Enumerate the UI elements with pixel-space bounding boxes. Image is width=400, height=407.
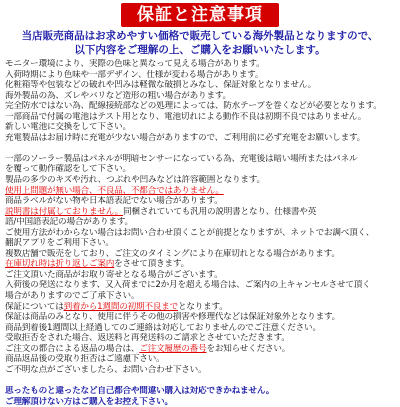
- notice-line: [5, 228, 395, 239]
- emphasis-text: 在庫切れ時は折り返しご案内: [5, 259, 114, 269]
- notice-line: [5, 259, 395, 270]
- notice-line: [5, 344, 395, 355]
- page-title: 保証と注意事項: [121, 3, 279, 27]
- notice-line: [5, 196, 395, 207]
- notice-text: 受取拒否をされた場合、返送料と再発送料のご請求とさせていただきます。: [5, 333, 290, 343]
- notice-text: 商品ラベルがない物や日本語表記でない場合があります。: [5, 196, 223, 206]
- notice-line: [5, 91, 395, 102]
- notice-line: [5, 112, 395, 123]
- notice-text: 語/中国語表記の場合があります。: [5, 217, 133, 227]
- notice-text: 複数店舗で販売をしており、ご注文のタイミングにより在庫切れとなる場合があります。: [5, 249, 340, 259]
- notice-line: [5, 59, 395, 70]
- notice-text: となります。: [178, 302, 228, 312]
- notice-text: をさせて頂きます。: [114, 259, 189, 269]
- notice-text: 新しい電池に交換をして下さい。: [5, 122, 131, 132]
- notice-line: [5, 249, 395, 260]
- notice-line: [5, 291, 395, 302]
- notice-text: 場合がありますのでご了承下さい。: [5, 291, 139, 301]
- notice-text: 入荷後の発送になります、又入荷までに2か月を超える場合は、ご案内の上キャンセルさせて頂く: [5, 280, 371, 290]
- notice-line: [5, 365, 395, 376]
- notice-line: [5, 333, 395, 344]
- notice-line: [5, 238, 395, 249]
- intro-line: 以下内容をご理解の上、ご購入をお願いいたします。: [5, 43, 395, 57]
- notice-line: [5, 312, 395, 323]
- notice-line: [5, 354, 395, 365]
- notice-text: ご注文頂いた商品がお取り寄せとなる場合がございます。: [5, 270, 223, 280]
- notice-line: [5, 375, 395, 386]
- intro-line: 当店販売商品はお求めやすい価格で販売している海外製品となりますので、: [5, 29, 395, 43]
- notice-text: ご使用方法がわからない場合はお問い合わせ頂くことが前提となりますが、ネットでお調べ頂く、: [5, 228, 374, 238]
- notice-line: [5, 386, 395, 397]
- notice-text: 海外製品の為、ズレやバリなど造形の粗い場合があります。: [5, 91, 231, 101]
- notice-line: [5, 302, 395, 313]
- notice-line: [5, 122, 395, 133]
- notice-text: モニター環境により、実際の色味と異なって見える場合があります。: [5, 59, 265, 69]
- notice-line: [5, 133, 395, 144]
- notice-text: ご注文の都合による返品の場合は、: [5, 344, 139, 354]
- emphasis-text: 思ったものと違ったなど自己都合や間違い購入は対応できかねません。: [5, 386, 274, 396]
- notice-text: 同梱されていても汎用の説明書となり、仕様書や英: [123, 207, 316, 217]
- notice-text: 保証については: [5, 302, 64, 312]
- notice-line: [5, 101, 395, 112]
- notice-line: [5, 207, 395, 218]
- emphasis-text: 到着から1週間の初期不良まで: [64, 302, 178, 312]
- notice-line: [5, 154, 395, 165]
- notice-line: [5, 186, 395, 197]
- notice-body: [5, 59, 395, 407]
- notice-text: 一部商品で付属の電池はテスト用となり、電池切れによる動作不良は初期不良ではありません。: [5, 112, 366, 122]
- notice-text: 商品到着後1週間以上経過してのご連絡は対応しておりませんのでご注意ください。: [5, 323, 321, 333]
- notice-text: 完全防水ではない為、配線接続部などの処理によっては、防水テープを巻くなどが必要となります。: [5, 101, 382, 111]
- emphasis-text: ご注文履歴の番号: [139, 344, 206, 354]
- notice-text: 充電製品はお届け時に充電が少ない場合がありますので、ご利用前に必ず充電をお願いします。: [5, 133, 365, 143]
- notice-line: [5, 270, 395, 281]
- notice-line: [5, 280, 395, 291]
- title-bar: [5, 0, 395, 27]
- notice-text: 一部のソーラー製品はパネルが明暗センサーになっている為、充電後は暗い場所またはパネル: [5, 154, 357, 164]
- intro-text: [5, 29, 395, 57]
- notice-line: [5, 143, 395, 154]
- notice-text: 入荷時期により色味や一部デザイン、仕様が変わる場合があります。: [5, 70, 263, 80]
- notice-text: ご不明な点がございましたら、お問い合わせ下さい。: [5, 365, 206, 375]
- notice-line: [5, 175, 395, 186]
- notice-line: [5, 80, 395, 91]
- notice-text: 保証は商品のみとなり、使用に伴うその他の損害や修理代などは保証対象外となります。: [5, 312, 340, 322]
- notice-text: 化粧箱等や包装などの破れや凹みは軽微な破損とみなし、保証対象となりません。: [5, 80, 316, 90]
- notice-line: [5, 164, 395, 175]
- notice-line: [5, 397, 395, 407]
- emphasis-text: 使用上問題が無い場合、不良品、不都合ではありません。: [5, 186, 224, 196]
- notice-text: 製品の多少のキズや汚れ、つぶれや凹みなどは許容範囲となります。: [5, 175, 265, 185]
- notice-text: をお知らせください。: [206, 344, 290, 354]
- notice-text: 翻訳アプリをご利用下さい。: [5, 238, 114, 248]
- notice-line: [5, 323, 395, 334]
- notice-text: 商品返品後の受取り拒否はご遠慮下さい。: [5, 354, 164, 364]
- emphasis-text: ご理解頂けない方はご購入をお控え下さい。: [5, 397, 173, 407]
- notice-line: [5, 217, 395, 228]
- notice-text: を覆って動作確認をして下さい。: [5, 164, 131, 174]
- notice-line: [5, 70, 395, 81]
- emphasis-text: 説明書は付属しておりません。: [5, 207, 123, 217]
